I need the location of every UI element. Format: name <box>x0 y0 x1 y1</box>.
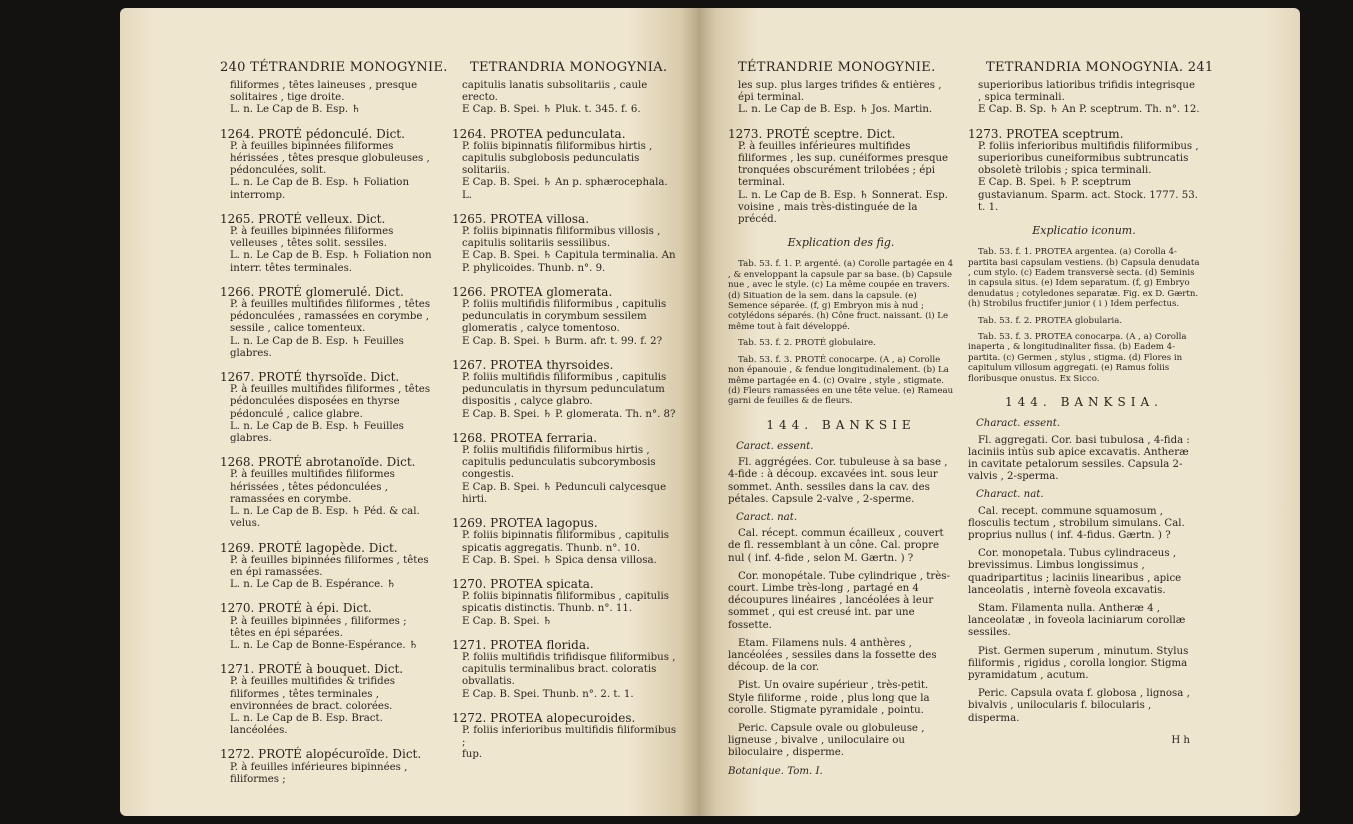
entry-heading: 1267. PROTEA thyrsoides. <box>452 357 614 372</box>
entry-heading: 1269. PROTEA lagopus. <box>452 516 598 531</box>
text-line: P. à feuilles inférieures bipinnées , filiformes ; <box>230 761 408 785</box>
text-line: P. à feuilles bipinnées filiformes hérissées , têtes presque globuleuses , pédonculées, solit. <box>230 140 430 177</box>
entry <box>452 128 678 202</box>
right-column-french <box>728 80 954 788</box>
page-footer: Botanique. Tom. I. <box>728 765 823 777</box>
text-line: L. n. Le Cap de B. Esp. ♄ Péd. & cal. velus. <box>230 506 420 530</box>
entry-heading: 1266. PROTEA glomerata. <box>452 284 613 299</box>
text-line: L. n. Le Cap de B. Esp. ♄ Feuilles glabres. <box>230 335 404 359</box>
text-line: E Cap. B. Spei. ♄ Spica densa villosa. <box>462 554 657 566</box>
figure-caption: Tab. 53. f. 1. P. argenté. (a) Corolle partagée en 4 , & enveloppant la capsule par sa base. (b) Capsule nue , avec le style. (c) La même coupée en travers. (d) Situation de la sem. dans la capsule. (e) Semence séparée. (f, g) Embryon mis à nud ; cotylédons séparés. (h) Cône fruct. naissant. (i) Le même tout à fait développé. <box>728 259 954 332</box>
left-column-latin <box>452 80 678 773</box>
text-line: P. foliis multifidis filiformibus , capitulis pedunculatis in thyrsum pedunculatum dispositis , calyce glabro. <box>462 372 667 408</box>
continuation-text <box>968 80 1200 117</box>
text-line: fup. <box>462 749 483 761</box>
genus-heading: 144. BANKSIA. <box>1005 395 1163 410</box>
entry <box>452 359 678 421</box>
text-line: E Cap. B. Spei. ♄ Burm. afr. t. 99. f. 2? <box>462 335 663 347</box>
entry <box>452 578 678 628</box>
text-line: E Cap. B. Spei. ♄ <box>462 615 552 627</box>
left-running-head-latin: TETRANDRIA MONOGYNIA. <box>470 60 668 75</box>
text-line: E Cap. B. Sp. ♄ An P. sceptrum. Th. n°. 12. <box>978 104 1200 116</box>
text-line: L. n. Le Cap de B. Esp. ♄ <box>230 104 361 116</box>
entry-heading: 1266. PROTÉ glomerulé. Dict. <box>220 284 404 299</box>
text-line: E Cap. B. Spei. ♄ P. sceptrum gustavianum. Sparm. act. Stock. 1777. 53. t. 1. <box>978 177 1198 213</box>
text-line: filiformes , têtes laineuses , presque solitaires , tige droite. <box>230 80 418 104</box>
text-line: L. n. Le Cap de B. Esp. ♄ Feuilles glabres. <box>230 420 404 445</box>
paragraph: Cal. recept. commune squamosum , flosculis tectum , strobilum simulans. Cal. proprius nullus ( inf. 4-fidus. Gærtn. ) ? <box>968 505 1185 541</box>
entry-heading: 1269. PROTÉ lagopède. Dict. <box>220 540 398 555</box>
text-line: superioribus latioribus trifidis integrisque , spica terminali. <box>978 80 1195 104</box>
entry-heading: 1270. PROTÉ à épi. Dict. <box>220 601 372 616</box>
text-line: L. n. Le Cap de B. Esp. Bract. lancéolées. <box>230 712 383 737</box>
section-label: Caract. nat. <box>736 511 798 523</box>
paragraph: Cor. monopétale. Tube cylindrique , très-court. Limbe très-long , partagé en 4 découpures linéaires , lancéolées à leur sommet , qui est creusé int. par une fossette. <box>728 570 950 631</box>
text-line: P. foliis multifidis filiformibus hirtis , capitulis pedunculatis subcorymbosis congestis. <box>462 445 656 481</box>
left-column-french <box>220 80 432 797</box>
text-line: P. à feuilles multifides filiformes hérissées , têtes pédonculées , ramassées en corymbe. <box>230 469 395 505</box>
text-line: les sup. plus larges trifides & entières , épi terminal. <box>738 80 942 104</box>
paragraph: Fl. aggregati. Cor. basi tubulosa , 4-fida : laciniis intùs sub apice excavatis. Antheræ in cavitate petalorum sessiles. Capsula 2-valvis , 2-sperma. <box>968 434 1190 483</box>
text-line: P. à feuilles bipinnées , filiformes ; têtes en épi séparées. <box>230 615 407 639</box>
entry <box>452 639 678 701</box>
text-line: L. n. Le Cap de Bonne-Espérance. ♄ <box>230 639 419 651</box>
explication-title: Explicatio iconum. <box>1032 224 1136 238</box>
entry-heading: 1268. PROTÉ abrotanoïde. Dict. <box>220 455 416 470</box>
entry <box>452 517 678 567</box>
entry <box>452 432 678 506</box>
paragraph: Pist. Germen superum , minutum. Stylus filiformis , rigidus , corolla longior. Stigma pyramidatum , acutum. <box>968 645 1189 681</box>
entry <box>220 663 432 737</box>
entry <box>220 213 432 275</box>
text-line: P. foliis inferioribus multifidis filiformibus , superioribus cuneiformibus subtruncatis obsoletè trilobis ; spica terminali. <box>978 140 1199 177</box>
figure-caption: Tab. 53. f. 3. PROTÉ conocarpe. (A , a) Corolle non épanouie , & fendue longitudinalement. (b) La même partagée en 4. (c) Ovaire , style , stigmate. (d) Fleurs ramassées en une tête velue. (e) Rameau garni de feuilles & de fleurs. <box>728 354 954 407</box>
text-line: P. foliis bipinnatis filiformibus hirtis , capitulis subglobosis pedunculatis solitariis. <box>462 140 653 177</box>
text-line: P. foliis inferioribus multifidis filiformibus ; <box>462 724 677 749</box>
entry-heading: 1272. PROTEA alopecuroides. <box>452 710 636 725</box>
text-line: P. foliis bipinnatis filiformibus , capitulis spicatis distinctis. Thunb. n°. 11. <box>462 591 669 615</box>
section-label: Charact. essent. <box>976 418 1061 430</box>
text-line: capitulis lanatis subsolitariis , caule erecto. <box>462 80 648 104</box>
paragraph: Peric. Capsula ovata f. globosa , lignosa , bivalvis , unilocularis f. bilocularis , disperma. <box>968 688 1190 724</box>
entry-heading: 1271. PROTEA florida. <box>452 637 590 652</box>
entry <box>220 602 432 652</box>
entry <box>452 286 678 348</box>
text-line: L. n. Le Cap de B. Esp. ♄ Foliation interromp. <box>230 177 410 201</box>
entry <box>220 371 432 445</box>
figure-caption: Tab. 53. f. 2. PROTÉ globulaire. <box>738 338 876 349</box>
entry <box>220 748 432 786</box>
entry-heading: 1268. PROTEA ferraria. <box>452 430 598 445</box>
text-line: P. foliis bipinnatis filiformibus , capitulis spicatis aggregatis. Thunb. n°. 10. <box>462 530 669 554</box>
paragraph: Pist. Un ovaire supérieur , très-petit. Style filiforme , roide , plus long que la corolle. Stigmate pyramidale , pointu. <box>728 680 930 716</box>
text-line: P. à feuilles multifides & trifides filiformes , têtes terminales , environnées de bract. colorées. <box>230 676 395 712</box>
text-line: E Cap. B. Spei. ♄ Pluk. t. 345. f. 6. <box>462 104 641 116</box>
figure-caption: Tab. 53. f. 1. PROTEA argentea. (a) Corolla 4-partita basi capsulam vestiens. (b) Capsula denudata , cum stylo. (c) Eadem transversè secta. (d) Seminis in capsula situs. (e) Idem separatum. (f, g) Embryo denudatus ; cotyledones separatæ. Fig. ex D. Gærtn. (h) Strobilus fructifer junior ( i ) Idem perfectus. <box>968 247 1200 310</box>
paragraph: Cal. récept. commun écailleux , couvert de fl. ressemblant à un cône. Cal. propre nul ( inf. 4-fide , selon M. Gærtn. ) ? <box>728 528 944 564</box>
paragraph: Cor. monopetala. Tubus cylindraceus , brevissimus. Limbus longissimus , quadripartitus ; laciniis linearibus , apice lanceolatis , internè foveola excavatis. <box>968 548 1182 596</box>
figure-caption: Tab. 53. f. 2. PROTEA globularia. <box>978 315 1123 326</box>
entry <box>452 213 678 275</box>
text-line: L. n. Le Cap de B. Esp. ♄ Jos. Martin. <box>738 104 933 116</box>
text-line: P. à feuilles bipinnées filiformes velleuses , têtes solit. sessiles. <box>230 226 394 250</box>
text-line: L. n. Le Cap de B. Esp. ♄ Foliation non interr. têtes terminales. <box>230 250 432 274</box>
entry-1273-fr <box>728 128 954 227</box>
right-column-latin <box>968 80 1200 757</box>
section-label: Caract. essent. <box>736 440 814 452</box>
text-line: E Cap. B. Spei. ♄ An p. sphærocephala. L. <box>462 177 668 201</box>
right-running-head-french: TÉTRANDRIE MONOGYNIE. <box>738 60 936 75</box>
entry <box>220 456 432 530</box>
entry-1273-la <box>968 128 1200 214</box>
entry-heading: 1270. PROTEA spicata. <box>452 576 594 591</box>
text-line: P. foliis bipinnatis filiformibus villosis , capitulis solitariis sessilibus. <box>462 226 661 250</box>
book-spread <box>120 8 1300 816</box>
right-running-head-latin: TETRANDRIA MONOGYNIA. 241 <box>986 60 1214 75</box>
continuation-text <box>728 80 954 117</box>
paragraph: Etam. Filamens nuls. 4 anthères , lancéolées , sessiles dans la fossette des découp. de la cor. <box>728 637 937 674</box>
text-line: L. n. Le Cap de B. Esp. ♄ Sonnerat. Esp. voisine , mais très-distinguée de la précéd. <box>738 189 948 226</box>
signature-mark: H h <box>1171 734 1190 746</box>
entry <box>220 80 432 117</box>
entry-heading: 1273. PROTEA sceptrum. <box>968 126 1124 141</box>
entry-heading: 1271. PROTÉ à bouquet. Dict. <box>220 662 404 677</box>
entry-heading: 1264. PROTÉ pédonculé. Dict. <box>220 126 405 141</box>
entry-heading: 1264. PROTEA pedunculata. <box>452 126 626 141</box>
figure-caption: Tab. 53. f. 3. PROTEA conocarpa. (A , a) Corolla inaperta , & longitudinaliter fissa. (b) Eadem 4-partita. (c) Germen , stylus , stigma. (d) Flores in capitulum villosum aggregati. (e) Ramus foliis floribusque onustus. Ex Sicco. <box>968 332 1187 384</box>
text-line: P. foliis multifidis filiformibus , capitulis pedunculatis in corymbum sessilem glomeratis , calyce tomentoso. <box>462 299 667 335</box>
entry-heading: 1265. PROTEA villosa. <box>452 211 590 226</box>
text-line: P. à feuilles multifides filiformes , têtes pédonculées disposées en thyrse pédonculé , calice glabre. <box>230 384 431 420</box>
text-line: E Cap. B. Spei. Thunb. n°. 2. t. 1. <box>462 688 634 700</box>
entry-heading: 1267. PROTÉ thyrsoïde. Dict. <box>220 370 400 385</box>
text-line: P. à feuilles inférieures multifides filiformes , les sup. cunéiformes presque tronquées obscurément trilobées ; épi terminal. <box>738 140 949 189</box>
entry <box>452 80 678 117</box>
entry <box>220 286 432 360</box>
entry-heading: 1273. PROTÉ sceptre. Dict. <box>728 126 896 141</box>
right-page <box>698 8 1300 816</box>
entry <box>452 712 678 762</box>
paragraph: Stam. Filamenta nulla. Antheræ 4 , lanceolatæ , in foveola laciniarum corollæ sessiles. <box>968 602 1186 639</box>
text-line: E Cap. B. Spei. ♄ Capitula terminalia. An P. phylicoides. Thunb. n°. 9. <box>462 250 676 274</box>
left-page <box>120 8 698 816</box>
left-running-head-french: 240 TÉTRANDRIE MONOGYNIE. <box>220 60 448 75</box>
section-label: Charact. nat. <box>976 489 1044 501</box>
entry-heading: 1272. PROTÉ alopécuroïde. Dict. <box>220 747 422 762</box>
text-line: P. à feuilles multifides filiformes , têtes pédonculées , ramassées en corymbe , sessile , calice tomenteux. <box>230 299 431 335</box>
genus-heading: 144. BANKSIE <box>766 417 916 432</box>
text-line: P. à feuilles bipinnées filiformes , têtes en épi ramassées. <box>230 554 429 578</box>
text-line: E Cap. B. Spei. ♄ Pedunculi calycesque hirti. <box>462 481 667 505</box>
entry <box>220 128 432 202</box>
entry-heading: 1265. PROTÉ velleux. Dict. <box>220 211 386 226</box>
entry <box>220 542 432 592</box>
explication-title: Explication des fig. <box>787 236 895 250</box>
text-line: E Cap. B. Spei. ♄ P. glomerata. Th. n°. 8? <box>462 408 676 420</box>
text-line: L. n. Le Cap de B. Espérance. ♄ <box>230 579 396 591</box>
paragraph: Peric. Capsule ovale ou globuleuse , ligneuse , bivalve , uniloculaire ou biloculaire , disperme. <box>728 722 925 759</box>
paragraph: Fl. aggrégées. Cor. tubuleuse à sa base , 4-fide : à découp. excavées int. sous leur sommet. Anth. sessiles dans la cav. des pétales. Capsule 2-valve , 2-sperme. <box>728 457 948 505</box>
text-line: P. foliis multifidis trifidisque filiformibus , capitulis terminalibus bract. coloratis obvallatis. <box>462 651 676 688</box>
